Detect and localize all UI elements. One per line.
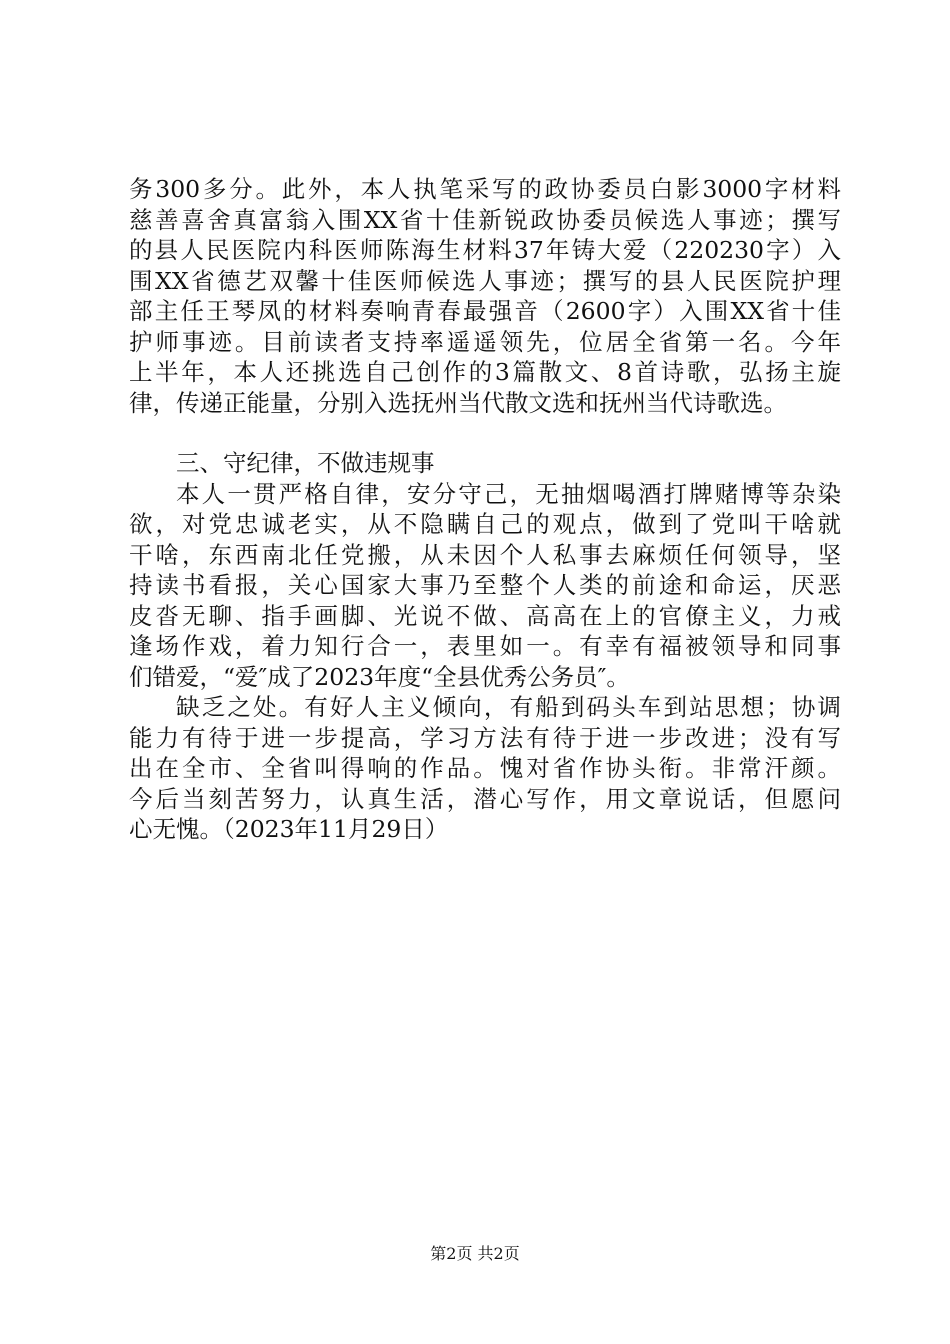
- text-line: 能力有待于进一步提高，学习方法有待于进一步改进；没有写: [129, 723, 841, 752]
- text-line: 部主任王琴凤的材料奏响青春最强音（2600字）入围XX省十佳: [129, 297, 841, 325]
- paragraph-achievements: [129, 174, 841, 418]
- text-line: 本人一贯严格自律，安分守己，无抽烟喝酒打牌赌博等杂染: [176, 479, 841, 508]
- text-line: 上半年，本人还挑选自己创作的3篇散文、8首诗歌，弘扬主旋: [129, 358, 841, 386]
- text-line: 干啥，东西南北任党搬，从未因个人私事去麻烦任何领导，坚: [129, 540, 841, 569]
- paragraph-discipline: [129, 479, 841, 693]
- paragraph-shortcomings: [129, 692, 841, 845]
- text-line: 今后当刻苦努力，认真生活，潜心写作，用文章说话，但愿问: [129, 784, 841, 813]
- text-line: 慈善喜舍真富翁入围XX省十佳新锐政协委员候选人事迹；撰写: [129, 205, 841, 234]
- text-line: 出在全市、全省叫得响的作品。愧对省作协头衔。非常汗颜。: [129, 754, 841, 782]
- paragraph-spacer: [129, 418, 841, 448]
- text-line: 缺乏之处。有好人主义倾向，有船到码头车到站思想；协调: [176, 693, 841, 721]
- section-heading: [129, 448, 841, 479]
- text-line: 欲，对党忠诚老实，从不隐瞒自己的观点，做到了党叫干啥就: [129, 510, 841, 538]
- page-number-footer: 第2页 共2页: [430, 1244, 520, 1263]
- section-heading-text: 三、守纪律，不做违规事: [176, 449, 435, 477]
- text-line: 的县人民医院内科医师陈海生材料37年铸大爱（220230字）入: [129, 236, 841, 264]
- text-line: 皮沓无聊、指手画脚、光说不做、高高在上的官僚主义，力戒: [129, 601, 841, 630]
- text-line: 持读书看报，关心国家大事乃至整个人类的前途和命运，厌恶: [129, 571, 841, 599]
- text-line: 护师事迹。目前读者支持率遥遥领先，位居全省第一名。今年: [129, 327, 841, 356]
- text-line: 逢场作戏，着力知行合一，表里如一。有幸有福被领导和同事: [129, 632, 841, 660]
- text-line: 围XX省德艺双馨十佳医师候选人事迹；撰写的县人民医院护理: [129, 266, 841, 295]
- document-body: [129, 174, 841, 845]
- text-line: 们错爱，“爱″成了2023年度“全县优秀公务员″。: [129, 662, 630, 691]
- text-line: 务300多分。此外，本人执笔采写的政协委员白影3000字材料: [129, 175, 841, 203]
- text-line: 心无愧。（2023年11月29日）: [129, 815, 449, 843]
- text-line: 律，传递正能量，分别入选抚州当代散文选和抚州当代诗歌选。: [129, 388, 787, 417]
